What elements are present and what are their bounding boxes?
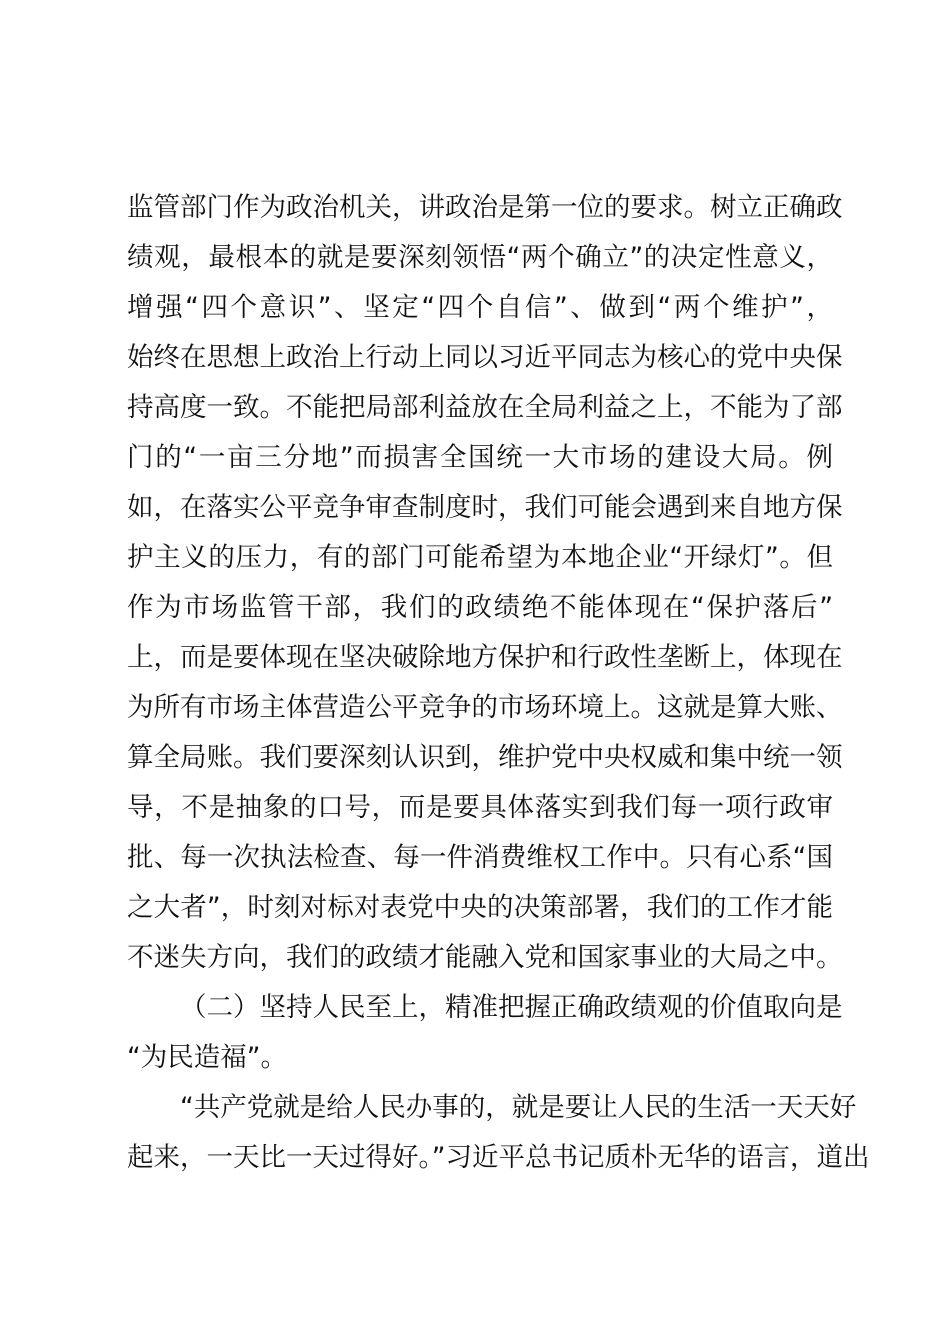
text-line: 作为市场监管干部，我们的政绩绝不能体现在“保护落后” bbox=[127, 592, 833, 623]
text-line: 起来，一天比一天过得好。”习近平总书记质朴无华的语言，道出 bbox=[127, 1142, 870, 1173]
text-line: 始终在思想上政治上行动上同以习近平同志为核心的党中央保 bbox=[127, 342, 843, 373]
text-line: 批、每一次执法检查、每一件消费维权工作中。只有心系“国 bbox=[127, 842, 833, 873]
section-heading-people-first bbox=[127, 983, 843, 1083]
text-line: 为所有市场主体营造公平竞争的市场环境上。这就是算大账、 bbox=[127, 692, 843, 723]
text-line: 算全局账。我们要深刻认识到，维护党中央权威和集中统一领 bbox=[127, 742, 843, 773]
text-line: 护主义的压力，有的部门可能希望为本地企业“开绿灯”。但 bbox=[127, 542, 833, 573]
text-line: 增强“四个意识”、坚定“四个自信”、做到“两个维护”， bbox=[127, 292, 833, 323]
text-line: 之大者”，时刻对标对表党中央的决策部署，我们的工作才能 bbox=[127, 892, 833, 923]
document-page bbox=[127, 183, 870, 1183]
text-line: 持高度一致。不能把局部利益放在全局利益之上，不能为了部 bbox=[127, 392, 843, 423]
paragraph-political-requirement bbox=[127, 183, 843, 983]
text-line: 不迷失方向，我们的政绩才能融入党和国家事业的大局之中。 bbox=[127, 942, 843, 973]
text-line: “共产党就是给人民办事的，就是要让人民的生活一天天好 bbox=[180, 1092, 857, 1123]
text-line: 上，而是要体现在坚决破除地方保护和行政性垄断上，体现在 bbox=[127, 642, 843, 673]
text-line: 绩观，最根本的就是要深刻领悟“两个确立”的决定性意义， bbox=[127, 242, 833, 273]
text-line: 监管部门作为政治机关，讲政治是第一位的要求。树立正确政 bbox=[127, 192, 843, 223]
paragraph-quote bbox=[127, 1083, 870, 1183]
text-line: 门的“一亩三分地”而损害全国统一大市场的建设大局。例 bbox=[127, 442, 833, 473]
text-line: 导，不是抽象的口号，而是要具体落实到我们每一项行政审 bbox=[127, 792, 833, 823]
text-line: 如，在落实公平竞争审查制度时，我们可能会遇到来自地方保 bbox=[127, 492, 843, 523]
heading-line: “为民造福”。 bbox=[127, 1042, 287, 1073]
heading-line: （二）坚持人民至上，精准把握正确政绩观的价值取向是 bbox=[180, 992, 843, 1023]
